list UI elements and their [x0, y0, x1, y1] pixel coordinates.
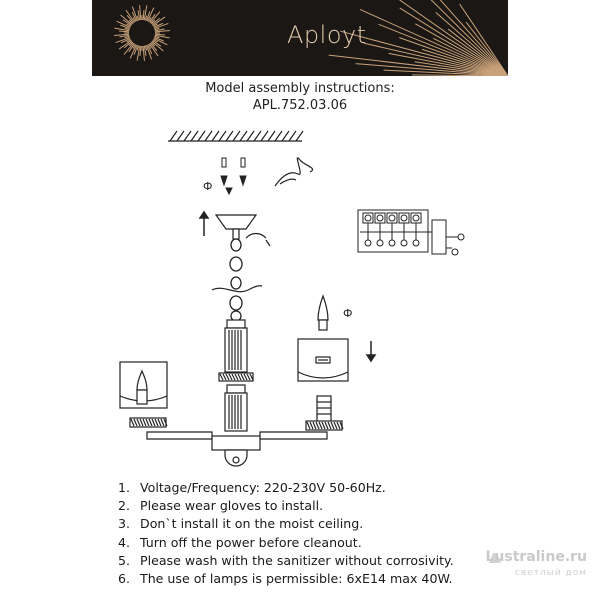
right-lamp-holder: [306, 396, 343, 430]
watermark-subtext: светлый дом: [514, 568, 587, 578]
bulb-icon: [318, 296, 328, 330]
chain: [230, 239, 242, 321]
ceiling-hatch: [168, 131, 303, 141]
list-item: 2. Please wear gloves to install.: [118, 498, 324, 514]
brand-name: Aployt: [287, 21, 367, 49]
down-arrow-icon: [367, 341, 375, 361]
instructions-list: [118, 479, 454, 588]
list-item: 4. Turn off the power before cleanout.: [118, 534, 362, 550]
watermark: [483, 549, 593, 585]
power-wire-icon: [275, 158, 313, 186]
rotate-symbol-icon-2: Ф: [343, 307, 353, 320]
page-title: Model assembly instructions:: [205, 81, 395, 96]
list-item: 1. Voltage/Frequency: 220-230V 50-60Hz.: [118, 480, 386, 495]
watermark-text: Lustraline.ru: [485, 549, 587, 565]
ceiling-canopy: [216, 215, 270, 246]
rotate-symbol-icon: Ф: [203, 180, 213, 193]
up-arrow-icon: [200, 212, 208, 236]
list-item: 3. Don`t install it on the moist ceiling.: [118, 516, 364, 532]
right-lamp-shade: [298, 339, 348, 381]
arms: [147, 432, 327, 466]
terminal-block-diagram: [358, 210, 464, 255]
model-number: APL.752.03.06: [252, 98, 348, 113]
left-lamp-shade: [120, 362, 167, 427]
list-item: 5. Please wash with the sanitizer without corrosivity.: [118, 552, 454, 568]
mounting-screws-icon: [221, 158, 246, 194]
list-item: 6. The use of lamps is permissible: 6xE14 max 40W.: [118, 571, 453, 587]
central-column-upper: [219, 320, 253, 381]
central-column-lower: [225, 385, 247, 431]
